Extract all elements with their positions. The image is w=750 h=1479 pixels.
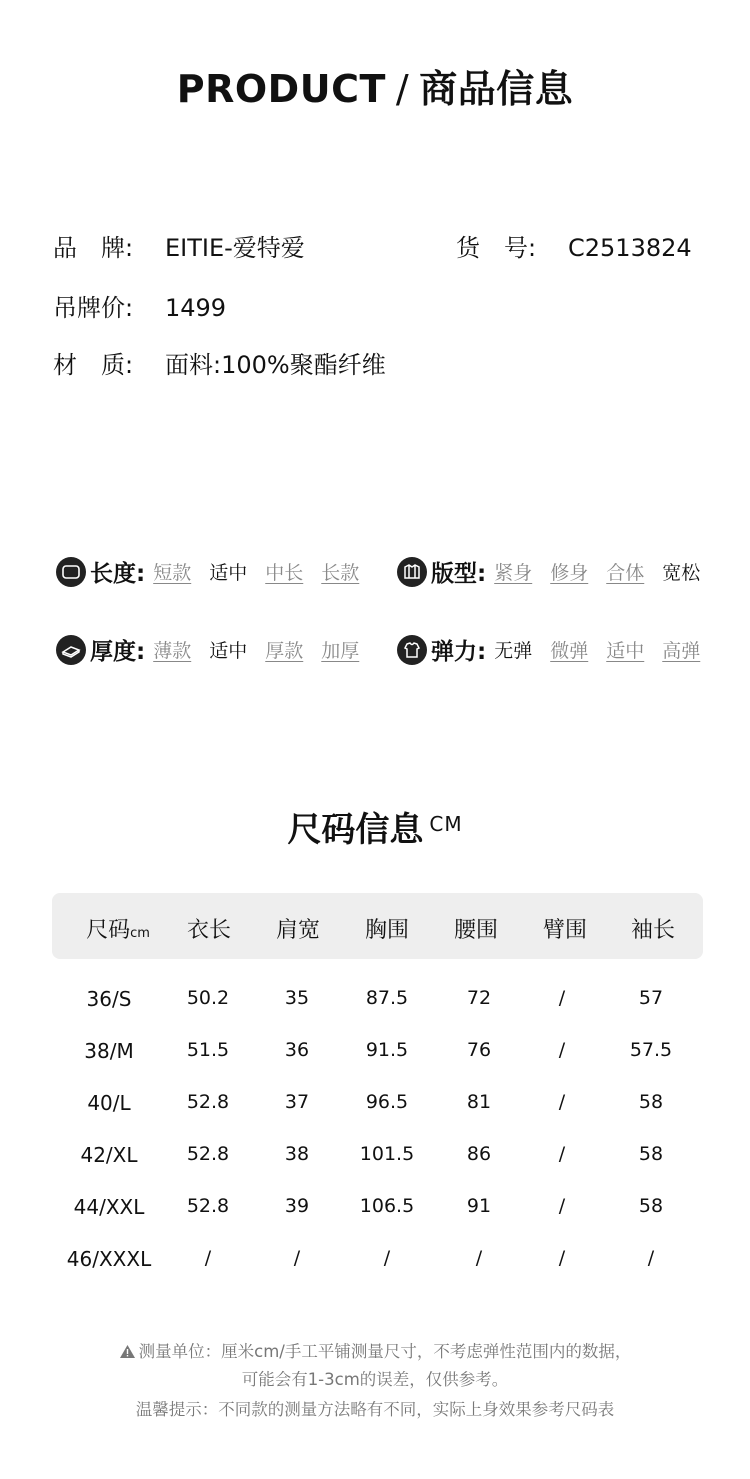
thickness-option-0: 薄款 <box>153 640 192 662</box>
size-title-unit: CM <box>429 812 463 836</box>
cell-waist: 81 <box>466 1091 492 1113</box>
fit-option-0: 紧身 <box>494 562 533 584</box>
header-size-unit: cm <box>130 926 150 941</box>
attr-elasticity-label: 弹力: <box>431 639 487 665</box>
cell-chest: / <box>383 1247 391 1269</box>
note-line-1 <box>0 1338 750 1362</box>
price-label: 吊牌价: <box>53 294 134 322</box>
header-size-label: 尺码 <box>86 918 131 943</box>
cell-chest: 96.5 <box>365 1091 409 1113</box>
title-separator: / <box>395 67 410 111</box>
cell-shoulder: 35 <box>284 987 310 1009</box>
cell-shoulder: 38 <box>284 1143 310 1165</box>
elasticity-option-0: 无弹 <box>494 640 533 662</box>
attr-fit <box>397 555 700 588</box>
header-chest: 胸围 <box>364 918 410 943</box>
attr-thickness-label: 厚度: <box>90 639 146 665</box>
cell-waist: 86 <box>466 1143 492 1165</box>
warning-icon <box>119 1344 136 1359</box>
elasticity-option-3: 高弹 <box>662 640 701 662</box>
cell-shoulder: 39 <box>284 1195 310 1217</box>
length-icon <box>56 557 86 587</box>
material-value: 面料:100%聚酯纤维 <box>165 351 386 379</box>
fit-option-2: 合体 <box>606 562 645 584</box>
cell-shoulder: 36 <box>284 1039 310 1061</box>
cell-length: 52.8 <box>186 1143 230 1165</box>
cell-size: 44/XXL <box>73 1195 145 1219</box>
attr-length-label: 长度: <box>90 561 146 587</box>
cell-waist: 76 <box>466 1039 492 1061</box>
cell-length: 52.8 <box>186 1195 230 1217</box>
size-section-title <box>0 802 750 851</box>
attr-length <box>56 555 359 588</box>
header-size <box>86 913 150 944</box>
material-row <box>53 345 386 380</box>
cell-chest: 106.5 <box>359 1195 415 1217</box>
page-title <box>0 58 750 113</box>
cell-length: 50.2 <box>186 987 230 1009</box>
cell-size: 40/L <box>87 1091 131 1115</box>
length-option-2: 中长 <box>265 562 304 584</box>
sku-label: 货 号: <box>456 234 537 262</box>
cell-chest: 91.5 <box>365 1039 409 1061</box>
cell-chest: 101.5 <box>359 1143 415 1165</box>
cell-size: 46/XXXL <box>66 1247 152 1271</box>
length-option-0: 短款 <box>153 562 192 584</box>
elasticity-icon <box>397 635 427 665</box>
fabric-thickness-icon <box>56 635 86 665</box>
cell-size: 42/XL <box>80 1143 138 1167</box>
thickness-option-2: 厚款 <box>265 640 304 662</box>
header-waist: 腰围 <box>453 918 499 943</box>
header-length: 衣长 <box>186 918 232 943</box>
size-title-text: 尺码信息 <box>287 810 424 850</box>
note-line-2: 可能会有1-3cm的误差，仅供参考。 <box>241 1370 509 1389</box>
length-option-1: 适中 <box>209 562 248 584</box>
cell-arm: / <box>558 987 566 1009</box>
cell-sleeve: 58 <box>638 1091 664 1113</box>
material-label: 材 质: <box>53 351 134 379</box>
elasticity-option-1: 微弹 <box>550 640 589 662</box>
cell-sleeve: / <box>647 1247 655 1269</box>
cell-waist: / <box>475 1247 483 1269</box>
cell-sleeve: 58 <box>638 1143 664 1165</box>
fit-option-1: 修身 <box>550 562 589 584</box>
attr-elasticity <box>397 633 700 666</box>
sku-row <box>456 228 692 263</box>
cell-waist: 72 <box>466 987 492 1009</box>
length-option-3: 长款 <box>321 562 360 584</box>
cell-size: 36/S <box>86 987 132 1011</box>
cell-sleeve: 57.5 <box>629 1039 673 1061</box>
cell-arm: / <box>558 1247 566 1269</box>
cell-shoulder: 37 <box>284 1091 310 1113</box>
elasticity-option-2: 适中 <box>606 640 645 662</box>
thickness-option-1: 适中 <box>209 640 248 662</box>
header-shoulder: 肩宽 <box>275 918 321 943</box>
cell-shoulder: / <box>293 1247 301 1269</box>
fit-option-3: 宽松 <box>662 562 701 584</box>
cell-arm: / <box>558 1091 566 1113</box>
brand-label: 品 牌: <box>53 234 134 262</box>
cell-arm: / <box>558 1195 566 1217</box>
note-text-1: 测量单位：厘米cm/手工平铺测量尺寸，不考虑弹性范围内的数据， <box>138 1342 632 1361</box>
sku-value: C2513824 <box>568 234 692 262</box>
size-table-header <box>52 893 703 959</box>
cell-size: 38/M <box>84 1039 134 1063</box>
cell-sleeve: 57 <box>638 987 664 1009</box>
price-row <box>53 288 226 323</box>
cell-waist: 91 <box>466 1195 492 1217</box>
cell-sleeve: 58 <box>638 1195 664 1217</box>
cell-arm: / <box>558 1039 566 1061</box>
cell-length: 52.8 <box>186 1091 230 1113</box>
brand-value: EITIE-爱特爱 <box>165 234 305 262</box>
cell-length: / <box>204 1247 212 1269</box>
cell-arm: / <box>558 1143 566 1165</box>
note-line-3: 温馨提示：不同款的测量方法略有不同，实际上身效果参考尺码表 <box>135 1400 615 1419</box>
header-sleeve: 袖长 <box>630 918 676 943</box>
brand-row <box>53 228 305 263</box>
attr-fit-label: 版型: <box>431 561 487 587</box>
title-cn: 商品信息 <box>419 67 574 111</box>
thickness-option-3: 加厚 <box>321 640 360 662</box>
cell-chest: 87.5 <box>365 987 409 1009</box>
title-en: PRODUCT <box>176 67 386 111</box>
attr-thickness <box>56 633 359 666</box>
cell-length: 51.5 <box>186 1039 230 1061</box>
price-value: 1499 <box>165 294 227 322</box>
header-arm: 臂围 <box>542 918 588 943</box>
shirt-fit-icon <box>397 557 427 587</box>
